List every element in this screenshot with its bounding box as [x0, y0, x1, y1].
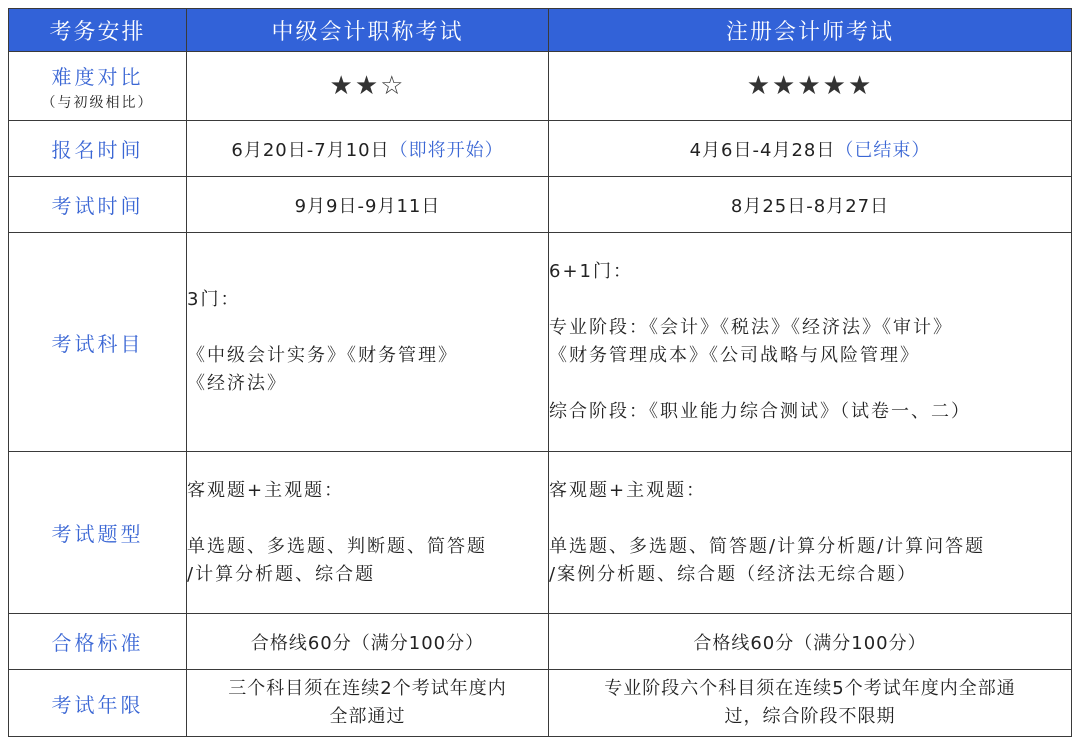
- row-label-exam-time: 考试时间: [9, 177, 187, 233]
- star-rating-icon: ★★★★★: [746, 71, 874, 101]
- question-types-line: /案例分析题、综合题（经济法无综合题）: [549, 563, 918, 585]
- question-types-intro: 客观题+主观题：: [549, 479, 707, 501]
- star-rating-icon: ★★☆: [329, 71, 406, 101]
- table-row-question-types: [9, 452, 1072, 614]
- row-label-question-types: 考试题型: [9, 452, 187, 614]
- question-types-line: 单选题、多选题、简答题/计算分析题/计算问答题: [549, 535, 986, 557]
- status-badge: （即将开始）: [389, 139, 504, 161]
- cell-intermediate-question-types: [187, 452, 549, 614]
- row-label-time-limit: 考试年限: [9, 670, 187, 737]
- question-types-line: 单选题、多选题、判断题、简答题: [187, 535, 487, 557]
- exam-comparison-table: [8, 8, 1072, 737]
- cell-cpa-pass-standard: 合格线60分（满分100分）: [549, 614, 1072, 670]
- table-row-difficulty: [9, 52, 1072, 121]
- table-row-exam-time: [9, 177, 1072, 233]
- time-limit-line: 专业阶段六个科目须在连续5个考试年度内全部通: [604, 678, 1016, 699]
- time-limit-line: 全部通过: [329, 706, 406, 727]
- row-label-pass-standard: 合格标准: [9, 614, 187, 670]
- cell-cpa-question-types: [549, 452, 1072, 614]
- cell-cpa-subjects: [549, 233, 1072, 452]
- row-label-registration: 报名时间: [9, 121, 187, 177]
- header-exam-arrangement: 考务安排: [9, 9, 187, 52]
- table-row-subjects: [9, 233, 1072, 452]
- time-limit-line: 三个科目须在连续2个考试年度内: [228, 678, 507, 699]
- status-badge: （已结束）: [835, 139, 931, 161]
- cell-intermediate-exam-time: 9月9日-9月11日: [187, 177, 549, 233]
- time-limit-line: 过，综合阶段不限期: [724, 706, 896, 727]
- subject-count: 3门：: [187, 289, 241, 310]
- subject-list-line: 《经济法》: [187, 373, 287, 394]
- table-row-pass-standard: [9, 614, 1072, 670]
- header-intermediate-accountant: 中级会计职称考试: [187, 9, 549, 52]
- question-types-line: /计算分析题、综合题: [187, 563, 376, 585]
- row-label-subjects: 考试科目: [9, 233, 187, 452]
- row-label-difficulty: [9, 52, 187, 121]
- cell-cpa-registration: [549, 121, 1072, 177]
- cell-intermediate-time-limit: [187, 670, 549, 737]
- cell-cpa-exam-time: 8月25日-8月27日: [549, 177, 1072, 233]
- table-row-registration: [9, 121, 1072, 177]
- cell-intermediate-pass-standard: 合格线60分（满分100分）: [187, 614, 549, 670]
- registration-dates: 4月6日-4月28日: [689, 139, 836, 161]
- row-sublabel: （与初级相比）: [41, 94, 154, 111]
- cell-intermediate-difficulty: [187, 52, 549, 121]
- header-row: [9, 9, 1072, 52]
- cell-cpa-time-limit: [549, 670, 1072, 737]
- table-row-time-limit: [9, 670, 1072, 737]
- cell-intermediate-registration: [187, 121, 549, 177]
- cell-cpa-difficulty: [549, 52, 1072, 121]
- registration-dates: 6月20日-7月10日: [231, 139, 390, 161]
- question-types-intro: 客观题+主观题：: [187, 479, 345, 501]
- cell-intermediate-subjects: [187, 233, 549, 452]
- professional-stage-line: 《财务管理成本》《公司战略与风险管理》: [549, 345, 920, 366]
- header-cpa: 注册会计师考试: [549, 9, 1072, 52]
- comprehensive-stage-line: 综合阶段：《职业能力综合测试》（试卷一、二）: [549, 401, 971, 422]
- subject-list-line: 《中级会计实务》《财务管理》: [187, 345, 458, 366]
- row-label-text: 难度对比: [51, 64, 144, 89]
- professional-stage-line: 专业阶段：《会计》《税法》《经济法》《审计》: [549, 317, 953, 338]
- subject-count: 6+1门：: [549, 261, 633, 282]
